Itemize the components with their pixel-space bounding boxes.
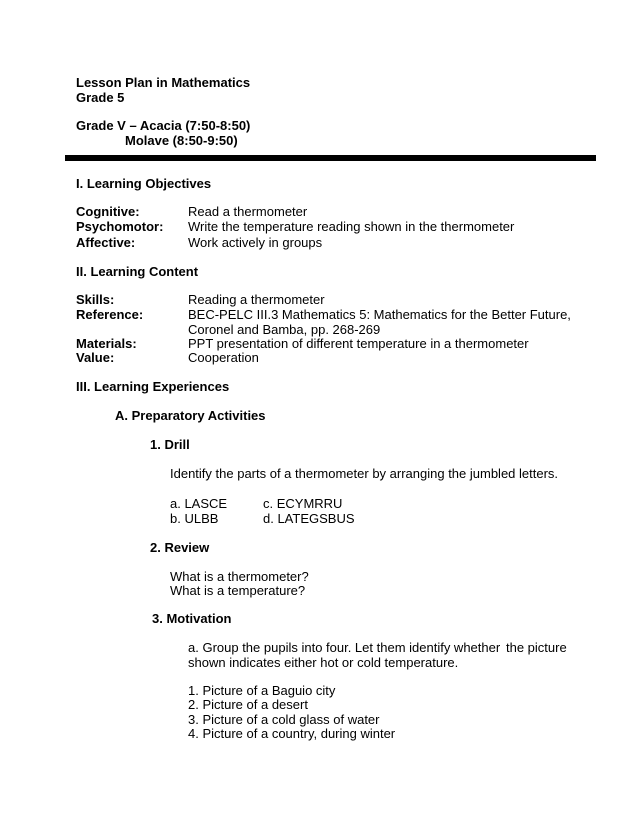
drill-instruction: Identify the parts of a thermometer by arranging the jumbled letters.	[170, 466, 559, 481]
reference-text-line1: BEC-PELC III.3 Mathematics 5: Mathematics for the Better Future,	[188, 307, 571, 322]
review-question: What is a thermometer?	[170, 569, 309, 584]
drill-item: d. LATEGSBUS	[263, 511, 355, 526]
materials-label: Materials:	[76, 336, 137, 351]
experiences-heading: III. Learning Experiences	[76, 379, 230, 394]
preparatory-heading: A. Preparatory Activities	[115, 408, 266, 423]
drill-item: a. LASCE	[170, 496, 228, 511]
psychomotor-text: Write the temperature reading shown in the thermometer	[188, 219, 515, 234]
picture-item: 3. Picture of a cold glass of water	[188, 712, 380, 727]
materials-text: PPT presentation of different temperature in a thermometer	[188, 336, 529, 351]
reference-label: Reference:	[76, 307, 144, 322]
objectives-heading: I. Learning Objectives	[76, 176, 212, 191]
drill-item: c. ECYMRRU	[263, 496, 343, 511]
motivation-instruction-line1: a. Group the pupils into four. Let them identify whether	[188, 640, 501, 655]
cognitive-text: Read a thermometer	[188, 204, 308, 219]
motivation-instruction-line2: shown indicates either hot or cold temperature.	[188, 655, 459, 670]
affective-label: Affective:	[76, 235, 136, 250]
schedule-acacia: Grade V – Acacia (7:50-8:50)	[76, 118, 251, 133]
skills-text: Reading a thermometer	[188, 292, 325, 307]
picture-item: 4. Picture of a country, during winter	[188, 726, 396, 741]
review-question: What is a temperature?	[170, 583, 306, 598]
horizontal-divider	[65, 155, 596, 161]
document-title: Lesson Plan in Mathematics	[76, 75, 251, 90]
picture-item: 1. Picture of a Baguio city	[188, 683, 336, 698]
skills-label: Skills:	[76, 292, 115, 307]
grade-label: Grade 5	[76, 90, 125, 105]
review-heading: 2. Review	[150, 540, 210, 555]
affective-text: Work actively in groups	[188, 235, 323, 250]
value-label: Value:	[76, 350, 115, 365]
drill-item: b. ULBB	[170, 511, 219, 526]
schedule-molave: Molave (8:50-9:50)	[125, 133, 238, 148]
drill-heading: 1. Drill	[150, 437, 190, 452]
motivation-instruction-tail: the picture	[506, 640, 567, 655]
picture-item: 2. Picture of a desert	[188, 697, 308, 712]
cognitive-label: Cognitive:	[76, 204, 140, 219]
motivation-heading: 3. Motivation	[152, 611, 232, 626]
reference-text-line2: Coronel and Bamba, pp. 268-269	[188, 322, 381, 337]
psychomotor-label: Psychomotor:	[76, 219, 164, 234]
content-heading: II. Learning Content	[76, 264, 199, 279]
value-text: Cooperation	[188, 350, 259, 365]
